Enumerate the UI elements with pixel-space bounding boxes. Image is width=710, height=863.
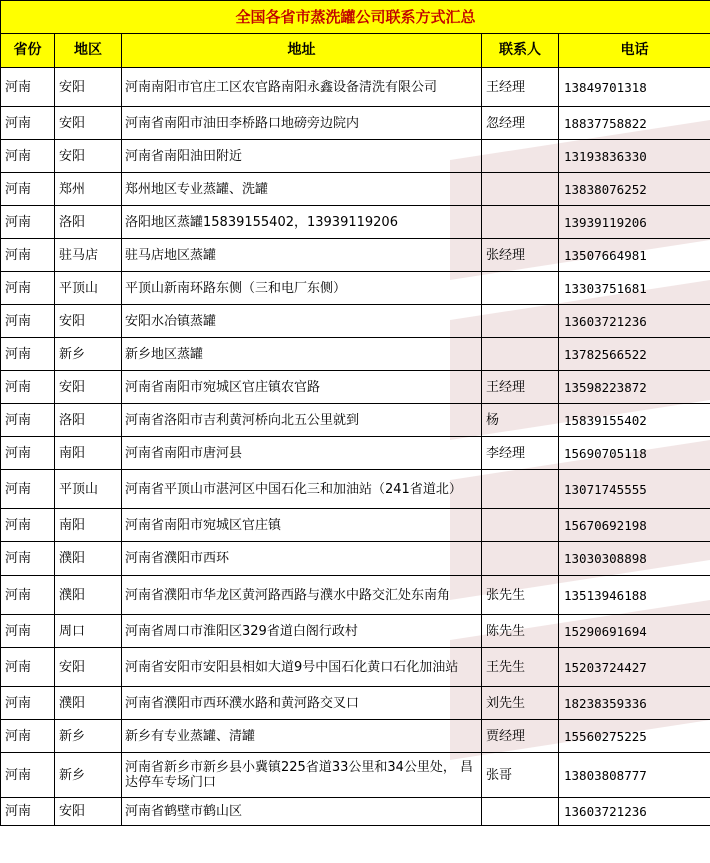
cell-region: 驻马店 [55,239,122,272]
header-contact: 联系人 [482,34,559,68]
table-row [1,509,710,542]
header-address: 地址 [122,34,482,68]
cell-address: 河南省周口市淮阳区329省道白阁行政村 [122,615,482,648]
cell-address: 河南南阳市官庄工区农官路南阳永鑫设备清洗有限公司 [122,68,482,107]
cell-province: 河南 [1,371,55,404]
cell-province: 河南 [1,798,55,826]
cell-region: 濮阳 [55,687,122,720]
cell-address: 河南省洛阳市吉利黄河桥向北五公里就到 [122,404,482,437]
cell-region: 安阳 [55,798,122,826]
cell-province: 河南 [1,404,55,437]
cell-phone: 13849701318 [559,68,710,107]
cell-province: 河南 [1,687,55,720]
cell-region: 安阳 [55,648,122,687]
cell-province: 河南 [1,338,55,371]
cell-contact: 王先生 [482,648,559,687]
cell-address: 洛阳地区蒸罐15839155402，13939119206 [122,206,482,239]
cell-contact [482,140,559,173]
cell-address: 平顶山新南环路东侧（三和电厂东侧） [122,272,482,305]
cell-contact [482,173,559,206]
cell-contact: 王经理 [482,371,559,404]
cell-address: 河南省新乡市新乡县小冀镇225省道33公里和34公里处， 昌达停车专场门口 [122,753,482,798]
cell-contact [482,305,559,338]
cell-address: 河南省濮阳市西环 [122,542,482,576]
cell-phone: 13603721236 [559,305,710,338]
table-row [1,542,710,576]
cell-province: 河南 [1,173,55,206]
cell-address: 河南省鹤壁市鹤山区 [122,798,482,826]
cell-address: 河南省濮阳市西环濮水路和黄河路交叉口 [122,687,482,720]
cell-contact: 陈先生 [482,615,559,648]
cell-province: 河南 [1,140,55,173]
cell-region: 新乡 [55,338,122,371]
cell-province: 河南 [1,107,55,140]
cell-province: 河南 [1,68,55,107]
cell-contact: 张哥 [482,753,559,798]
cell-address: 河南省南阳市宛城区官庄镇农官路 [122,371,482,404]
cell-phone: 13193836330 [559,140,710,173]
cell-region: 南阳 [55,437,122,470]
cell-address: 河南省濮阳市华龙区黄河路西路与濮水中路交汇处东南角 [122,576,482,615]
cell-contact: 刘先生 [482,687,559,720]
cell-address: 河南省安阳市安阳县相如大道9号中国石化黄口石化加油站 [122,648,482,687]
table-title: 全国各省市蒸洗罐公司联系方式汇总 [1,1,710,34]
cell-region: 安阳 [55,107,122,140]
table-row [1,687,710,720]
cell-region: 安阳 [55,305,122,338]
cell-address: 郑州地区专业蒸罐、洗罐 [122,173,482,206]
table-row [1,140,710,173]
cell-phone: 13513946188 [559,576,710,615]
table-row [1,272,710,305]
title-row [1,1,710,34]
cell-province: 河南 [1,470,55,509]
table-row [1,648,710,687]
cell-region: 平顶山 [55,470,122,509]
cell-region: 安阳 [55,68,122,107]
cell-province: 河南 [1,305,55,338]
table-row [1,615,710,648]
table-row [1,173,710,206]
cell-address: 安阳水冶镇蒸罐 [122,305,482,338]
table-row [1,338,710,371]
cell-province: 河南 [1,615,55,648]
table-row [1,798,710,826]
table-row [1,239,710,272]
cell-phone: 13303751681 [559,272,710,305]
cell-phone: 13030308898 [559,542,710,576]
cell-province: 河南 [1,239,55,272]
cell-contact: 贾经理 [482,720,559,753]
header-region: 地区 [55,34,122,68]
table-row [1,305,710,338]
cell-phone: 15690705118 [559,437,710,470]
cell-phone: 13603721236 [559,798,710,826]
table-row [1,371,710,404]
cell-contact: 张先生 [482,576,559,615]
cell-contact: 张经理 [482,239,559,272]
cell-address: 河南省南阳油田附近 [122,140,482,173]
cell-province: 河南 [1,206,55,239]
table-row [1,404,710,437]
cell-province: 河南 [1,648,55,687]
cell-province: 河南 [1,720,55,753]
cell-contact: 王经理 [482,68,559,107]
cell-phone: 15560275225 [559,720,710,753]
cell-phone: 13782566522 [559,338,710,371]
cell-address: 驻马店地区蒸罐 [122,239,482,272]
cell-region: 安阳 [55,371,122,404]
cell-contact [482,470,559,509]
cell-phone: 13803808777 [559,753,710,798]
cell-region: 新乡 [55,753,122,798]
cell-address: 河南省南阳市唐河县 [122,437,482,470]
table-row [1,68,710,107]
cell-region: 濮阳 [55,576,122,615]
cell-province: 河南 [1,509,55,542]
cell-phone: 13507664981 [559,239,710,272]
cell-phone: 18837758822 [559,107,710,140]
cell-province: 河南 [1,437,55,470]
cell-region: 郑州 [55,173,122,206]
table-row [1,753,710,798]
cell-phone: 13838076252 [559,173,710,206]
cell-contact [482,338,559,371]
header-row [1,34,710,68]
cell-region: 濮阳 [55,542,122,576]
header-province: 省份 [1,34,55,68]
cell-region: 洛阳 [55,206,122,239]
cell-address: 新乡地区蒸罐 [122,338,482,371]
table-row [1,206,710,239]
cell-phone: 15839155402 [559,404,710,437]
cell-contact: 杨 [482,404,559,437]
cell-contact: 忽经理 [482,107,559,140]
cell-phone: 15290691694 [559,615,710,648]
table-row [1,576,710,615]
cell-region: 周口 [55,615,122,648]
cell-phone: 15670692198 [559,509,710,542]
cell-address: 河南省南阳市宛城区官庄镇 [122,509,482,542]
cell-phone: 13598223872 [559,371,710,404]
cell-phone: 13939119206 [559,206,710,239]
cell-province: 河南 [1,576,55,615]
cell-province: 河南 [1,542,55,576]
cell-contact [482,272,559,305]
table-row [1,470,710,509]
cell-contact [482,509,559,542]
cell-contact [482,206,559,239]
cell-contact [482,798,559,826]
cell-address: 河南省南阳市油田李桥路口地磅旁边院内 [122,107,482,140]
cell-phone: 13071745555 [559,470,710,509]
cell-address: 河南省平顶山市湛河区中国石化三和加油站（241省道北） [122,470,482,509]
cell-region: 平顶山 [55,272,122,305]
cell-region: 新乡 [55,720,122,753]
cell-region: 南阳 [55,509,122,542]
cell-region: 安阳 [55,140,122,173]
table-row [1,437,710,470]
cell-province: 河南 [1,753,55,798]
cell-phone: 18238359336 [559,687,710,720]
cell-province: 河南 [1,272,55,305]
cell-address: 新乡有专业蒸罐、清罐 [122,720,482,753]
table-row [1,720,710,753]
header-phone: 电话 [559,34,710,68]
cell-contact: 李经理 [482,437,559,470]
cell-contact [482,542,559,576]
table-row [1,107,710,140]
cell-phone: 15203724427 [559,648,710,687]
cell-region: 洛阳 [55,404,122,437]
